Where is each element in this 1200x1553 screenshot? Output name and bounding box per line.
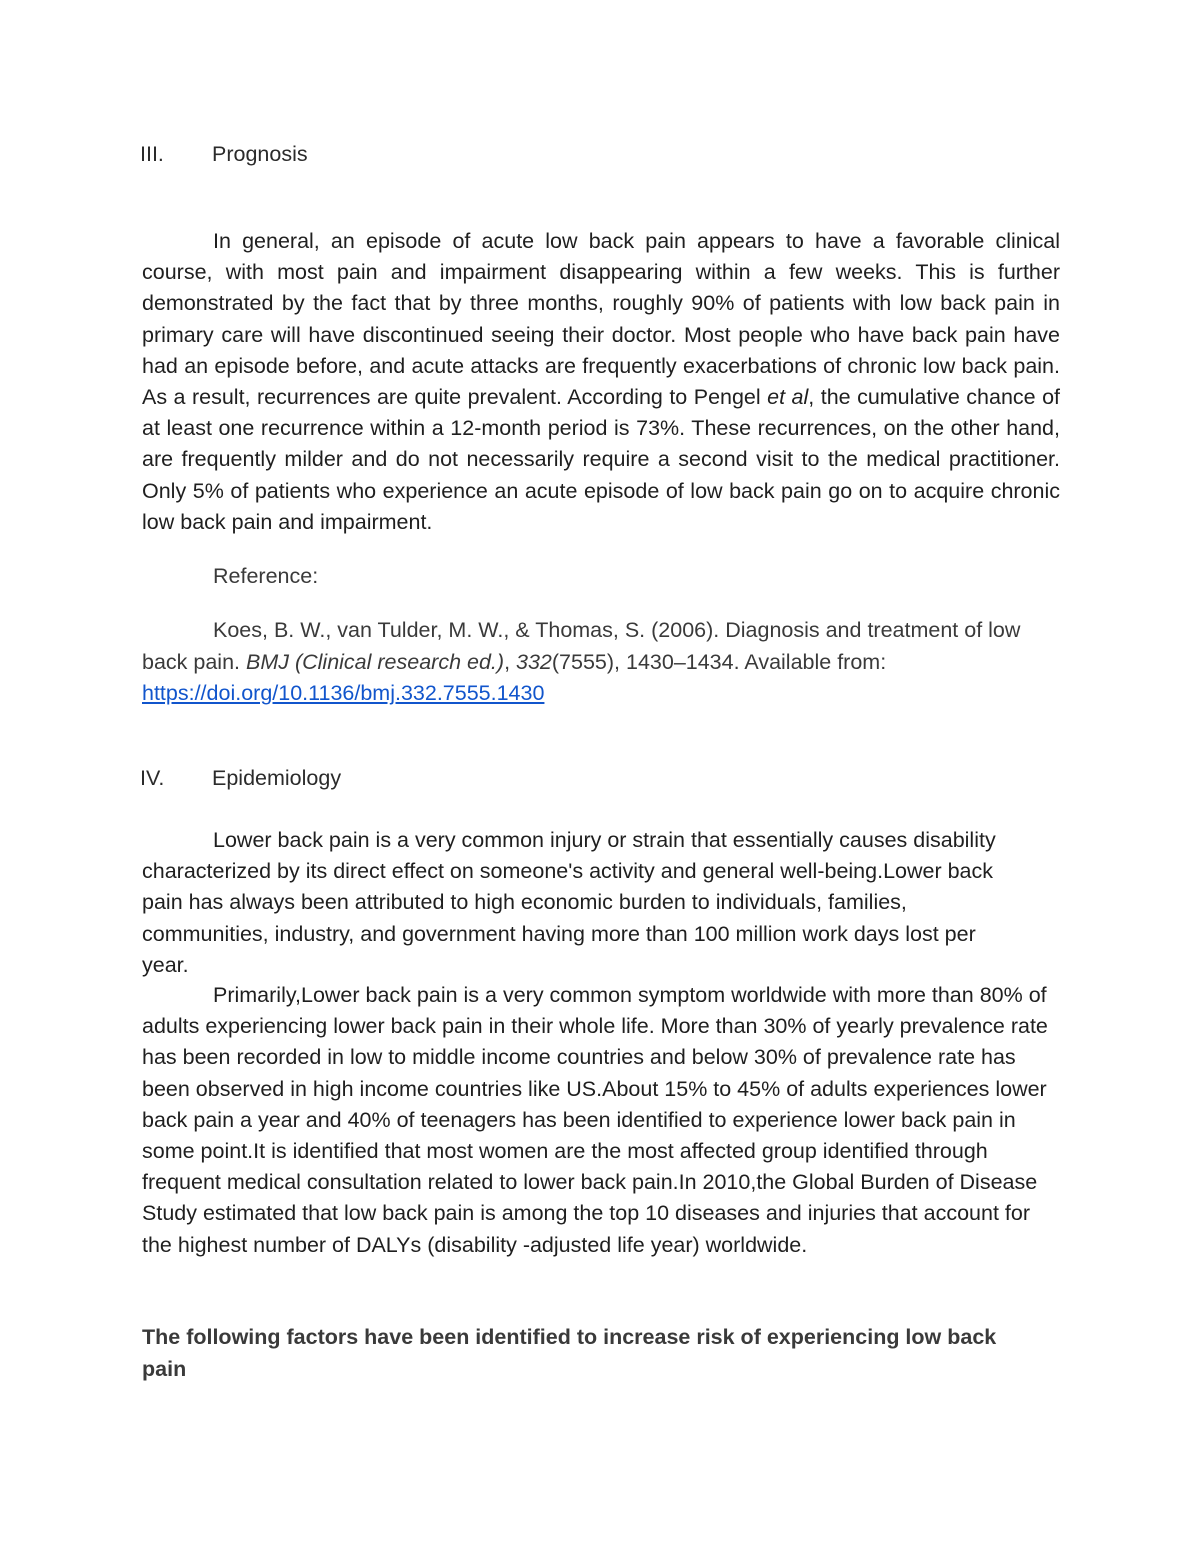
citation-volume: 332	[516, 649, 552, 674]
citation-separator: ,	[504, 649, 517, 674]
epidemiology-paragraph-1: Lower back pain is a very common injury or strain that essentially causes disability characterized by its direct effect on someone's activity and general well-being.Lower back pain has always been attributed to high economic burden to individuals, families, communities, industry, and government having more than 100 million work days lost per year.	[142, 828, 996, 977]
prognosis-italic-et-al: et al	[767, 385, 809, 410]
citation-text: Koes, B. W., van Tulder, M. W., & Thomas, S. (2006). Diagnosis and treatment of low back pain.	[142, 618, 1021, 674]
prognosis-paragraph	[142, 226, 1060, 538]
section-heading-prognosis	[140, 139, 308, 170]
section-heading-epidemiology	[140, 763, 341, 794]
section-title: Epidemiology	[212, 766, 342, 790]
prognosis-text-part-1: In general, an episode of acute low back pain appears to have a favorable clinical course, with most pain and impairment disappearing within a few weeks. This is further demonstrated by the fact that by three months, roughly 90% of patients with low back pain in primary care will have discontinued seeing their doctor. Most people who have back pain have had an episode before, and acute attacks are frequently exacerbations of chronic low back pain. As a result, recurrences are quite prevalent. According to Pengel	[142, 229, 1060, 410]
risk-factors-heading: The following factors have been identified to increase risk of experiencing low back pain	[142, 1325, 997, 1381]
doi-link[interactable]: https://doi.org/10.1136/bmj.332.7555.1430	[142, 681, 545, 705]
citation-journal: BMJ (Clinical research ed.)	[245, 649, 505, 674]
citation-pages: (7555), 1430–1434. Available from:	[551, 649, 887, 674]
section-number: IV.	[140, 766, 165, 790]
reference-citation	[142, 615, 1060, 710]
epidemiology-paragraph-2: Primarily,Lower back pain is a very common symptom worldwide with more than 80% of adults experiencing lower back pain in their whole life. More than 30% of yearly prevalence rate has been recorded in low to middle income countries and below 30% of prevalence rate has been observed in high income countries like US.About 15% to 45% of adults experiences lower back pain a year and 40% of teenagers has been identified to experience lower back pain in some point.It is identified that most women are the most affected group identified through frequent medical consultation related to lower back pain.In 2010,the Global Burden of Disease Study estimated that low back pain is among the top 10 diseases and injuries that account for the highest number of DALYs (disability -adjusted life year) worldwide.	[142, 983, 1048, 1257]
prognosis-text-part-2: , the cumulative chance of at least one recurrence within a 12-month period is 73%. These recurrences, on the other hand, are frequently milder and do not necessarily require a second visit to the medical practitioner. Only 5% of patients who experience an acute episode of low back pain go on to acquire chronic low back pain and impairment.	[142, 385, 1061, 534]
reference-label: Reference:	[213, 564, 319, 588]
section-number: III.	[140, 142, 164, 166]
section-title: Prognosis	[212, 142, 308, 166]
